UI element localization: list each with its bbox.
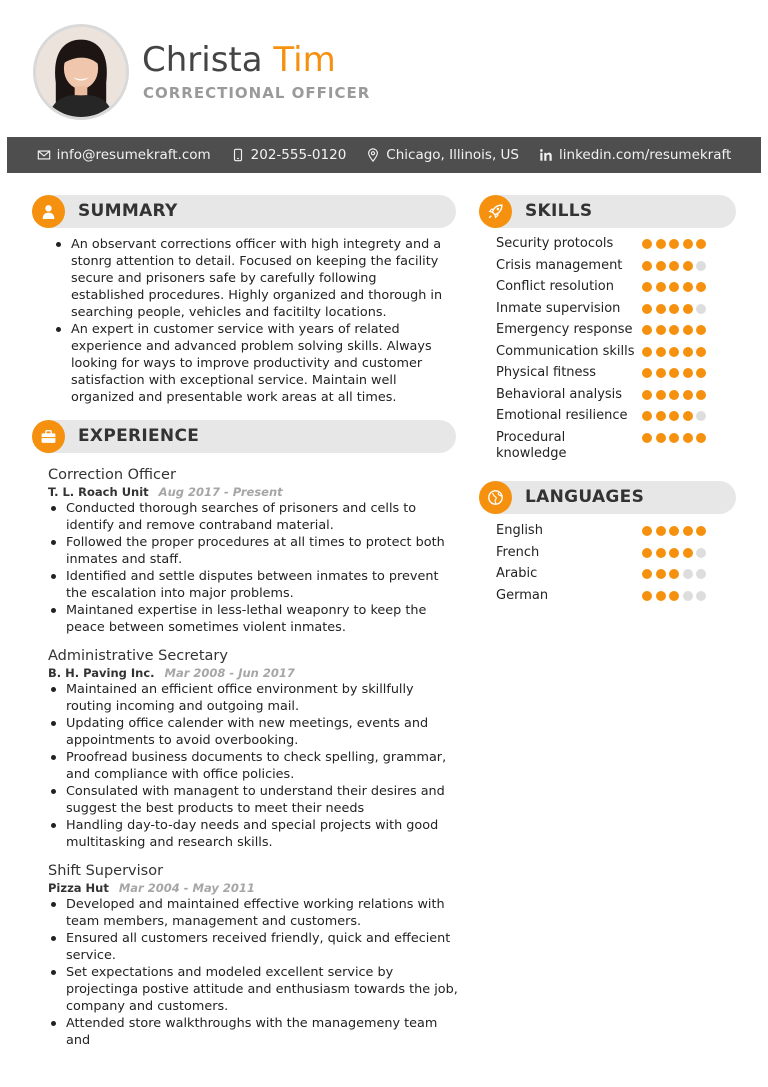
rating-dot-filled xyxy=(669,569,679,579)
job-meta xyxy=(48,484,458,500)
rating-dot-filled xyxy=(669,282,679,292)
profile-photo xyxy=(33,24,129,120)
summary-icon-circle xyxy=(32,195,65,228)
rating-dot-empty xyxy=(696,411,706,421)
contact-phone-text: 202-555-0120 xyxy=(250,147,347,163)
rating-dot-filled xyxy=(642,325,652,335)
rating-dot-filled xyxy=(642,548,652,558)
rating-dot-filled xyxy=(696,239,706,249)
skills-rating xyxy=(642,368,706,378)
rating-dot-filled xyxy=(642,591,652,601)
languages-rating xyxy=(642,548,706,558)
skills-rating xyxy=(642,325,706,335)
job-bullet: Updating office calender with new meetings, events and appointments to avoid overbooking. xyxy=(45,715,458,749)
rating-dot-filled xyxy=(696,368,706,378)
skills-rating xyxy=(642,433,706,443)
languages-name: German xyxy=(496,587,549,603)
person-icon xyxy=(40,203,57,220)
skills-list xyxy=(496,236,726,468)
job-entry xyxy=(48,466,458,636)
contact-bar xyxy=(7,137,761,173)
languages-name: English xyxy=(496,523,543,538)
skills-icon-circle xyxy=(479,195,512,228)
job-bullet: Followed the proper procedures at all times to protect both inmates and staff. xyxy=(45,534,458,568)
rating-dot-filled xyxy=(642,433,652,443)
rating-dot-filled xyxy=(656,282,666,292)
skills-name: Conflict resolution xyxy=(496,279,614,294)
skills-rating xyxy=(642,282,706,292)
skills-row xyxy=(496,365,726,387)
skills-rating xyxy=(642,261,706,271)
job-bullet: Ensured all customers received friendly, quick and effecient service. xyxy=(45,930,458,964)
skills-rating xyxy=(642,304,706,314)
rating-dot-filled xyxy=(642,261,652,271)
rating-dot-filled xyxy=(642,304,652,314)
rating-dot-empty xyxy=(696,548,706,558)
skills-rating xyxy=(642,239,706,249)
summary-list xyxy=(50,236,450,406)
job-bullets xyxy=(45,681,458,851)
rating-dot-filled xyxy=(642,282,652,292)
rating-dot-filled xyxy=(683,368,693,378)
rating-dot-filled xyxy=(656,325,666,335)
person-photo-icon xyxy=(36,27,126,117)
rating-dot-filled xyxy=(683,325,693,335)
rating-dot-filled xyxy=(669,261,679,271)
skills-row xyxy=(496,344,726,366)
rating-dot-filled xyxy=(669,325,679,335)
rating-dot-filled xyxy=(683,261,693,271)
rating-dot-filled xyxy=(642,239,652,249)
languages-list xyxy=(496,523,726,609)
rating-dot-filled xyxy=(656,548,666,558)
experience-heading-label: EXPERIENCE xyxy=(78,426,200,446)
skills-name: Crisis management xyxy=(496,257,623,273)
skills-row xyxy=(496,236,726,258)
skills-row xyxy=(496,322,726,344)
job-dates: Mar 2008 - Jun 2017 xyxy=(164,666,295,680)
skills-name: Emergency response xyxy=(496,322,633,337)
rating-dot-empty xyxy=(683,591,693,601)
job-company: T. L. Roach Unit xyxy=(48,485,149,499)
languages-row xyxy=(496,545,726,567)
rating-dot-filled xyxy=(696,390,706,400)
job-bullet: Proofread business documents to check spelling, grammar, and compliance with office policies. xyxy=(45,749,458,783)
globe-icon xyxy=(487,489,504,506)
phone-icon xyxy=(231,148,245,162)
job-title: CORRECTIONAL OFFICER xyxy=(143,84,371,102)
rating-dot-filled xyxy=(656,411,666,421)
linkedin-icon xyxy=(539,148,553,162)
rating-dot-empty xyxy=(696,569,706,579)
job-bullet: Attended store walkthroughs with the managemeny team and xyxy=(45,1015,458,1049)
rating-dot-filled xyxy=(669,368,679,378)
experience-heading xyxy=(32,420,456,453)
skills-row xyxy=(496,430,726,468)
rating-dot-empty xyxy=(696,591,706,601)
location-icon xyxy=(366,148,380,162)
rocket-icon xyxy=(487,203,504,220)
rating-dot-filled xyxy=(683,433,693,443)
last-name: Tim xyxy=(273,40,336,80)
job-bullets xyxy=(45,896,458,1049)
rating-dot-filled xyxy=(696,526,706,536)
skills-rating xyxy=(642,390,706,400)
rating-dot-filled xyxy=(656,239,666,249)
contact-location xyxy=(366,147,519,163)
job-bullet: Maintaned expertise in less-lethal weaponry to keep the peace between sometimes violent inmates. xyxy=(45,602,458,636)
summary-item: An expert in customer service with years of related experience and advanced problem solving skills. Always looking for ways to improve productivity and customer satisfaction with exceptional service. Maintain well organized and presentable work areas at all times. xyxy=(50,321,450,406)
rating-dot-filled xyxy=(696,433,706,443)
languages-rating xyxy=(642,591,706,601)
candidate-name xyxy=(142,40,336,80)
job-meta xyxy=(48,880,458,896)
summary-heading-label: SUMMARY xyxy=(78,201,178,221)
skills-rating xyxy=(642,411,706,421)
summary-item: An observant corrections officer with high integrety and a stonrg attention to detail. Focused on keeping the facility secure and prisoners safe by carefully following established procedures. Highly organized and thorough in searching people, vehicles and facitilty locations. xyxy=(50,236,450,321)
languages-row xyxy=(496,588,726,610)
rating-dot-filled xyxy=(656,433,666,443)
rating-dot-empty xyxy=(696,261,706,271)
job-bullet: Developed and maintained effective working relations with team members, management and customers. xyxy=(45,896,458,930)
rating-dot-filled xyxy=(696,347,706,357)
rating-dot-filled xyxy=(642,526,652,536)
rating-dot-filled xyxy=(656,390,666,400)
rating-dot-filled xyxy=(656,591,666,601)
skills-name: Physical fitness xyxy=(496,365,597,380)
experience-icon-circle xyxy=(32,420,65,453)
job-title: Correction Officer xyxy=(48,467,176,483)
rating-dot-filled xyxy=(669,591,679,601)
job-dates: Aug 2017 - Present xyxy=(158,485,283,499)
languages-rating xyxy=(642,526,706,536)
job-bullet: Maintained an efficient office environment by skillfully routing incoming and outgoing mail. xyxy=(45,681,458,715)
rating-dot-empty xyxy=(683,569,693,579)
contact-email[interactable] xyxy=(37,147,211,163)
contact-linkedin[interactable] xyxy=(539,147,731,163)
skills-row xyxy=(496,408,726,430)
rating-dot-filled xyxy=(656,526,666,536)
rating-dot-filled xyxy=(669,411,679,421)
rating-dot-filled xyxy=(683,347,693,357)
briefcase-icon xyxy=(40,428,57,445)
rating-dot-filled xyxy=(669,239,679,249)
rating-dot-filled xyxy=(696,325,706,335)
rating-dot-filled xyxy=(656,368,666,378)
languages-rating xyxy=(642,569,706,579)
job-title: Administrative Secretary xyxy=(48,648,228,664)
skills-heading xyxy=(479,195,736,228)
skills-row xyxy=(496,387,726,409)
contact-email-text: info@resumekraft.com xyxy=(56,147,211,163)
job-dates: Mar 2004 - May 2011 xyxy=(118,881,255,895)
rating-dot-filled xyxy=(683,304,693,314)
rating-dot-filled xyxy=(696,282,706,292)
languages-name: Arabic xyxy=(496,566,538,581)
job-company: Pizza Hut xyxy=(48,881,109,895)
skills-name: Emotional resilience xyxy=(496,408,628,423)
rating-dot-filled xyxy=(683,526,693,536)
contact-location-text: Chicago, Illinois, US xyxy=(386,147,520,163)
contact-linkedin-text: linkedin.com/resumekraft xyxy=(559,147,732,163)
rating-dot-filled xyxy=(669,433,679,443)
skills-row xyxy=(496,301,726,323)
rating-dot-empty xyxy=(696,304,706,314)
skills-name: Security protocols xyxy=(496,236,614,251)
first-name: Christa xyxy=(142,40,263,80)
rating-dot-filled xyxy=(642,411,652,421)
rating-dot-filled xyxy=(656,569,666,579)
rating-dot-filled xyxy=(669,347,679,357)
skills-row xyxy=(496,258,726,280)
languages-heading xyxy=(479,481,736,514)
rating-dot-filled xyxy=(683,239,693,249)
job-bullet: Set expectations and modeled excellent service by projectinga postive attitude and enthusiasm towards the job, company and customers. xyxy=(45,964,458,1015)
summary-heading xyxy=(32,195,456,228)
mail-icon xyxy=(37,148,51,162)
rating-dot-filled xyxy=(683,390,693,400)
skills-name: Communication skills xyxy=(496,343,635,359)
rating-dot-filled xyxy=(656,347,666,357)
skills-name: Behavioral analysis xyxy=(496,386,623,402)
skills-rating xyxy=(642,347,706,357)
rating-dot-filled xyxy=(683,548,693,558)
rating-dot-filled xyxy=(669,548,679,558)
job-meta xyxy=(48,665,458,681)
job-entry xyxy=(48,862,458,1049)
languages-heading-label: LANGUAGES xyxy=(525,487,645,507)
languages-icon-circle xyxy=(479,481,512,514)
job-bullets xyxy=(45,500,458,636)
skills-row xyxy=(496,279,726,301)
job-entry xyxy=(48,647,458,851)
rating-dot-filled xyxy=(683,282,693,292)
job-bullet: Conducted thorough searches of prisoners and cells to identify and remove contraband material. xyxy=(45,500,458,534)
job-bullet: Consulated with managent to understand their desires and suggest the best products to meet their needs xyxy=(45,783,458,817)
job-bullet: Handling day-to-day needs and special projects with good multitasking and research skills. xyxy=(45,817,458,851)
skills-name: Procedural knowledge xyxy=(496,429,567,461)
languages-row xyxy=(496,566,726,588)
rating-dot-filled xyxy=(669,304,679,314)
rating-dot-filled xyxy=(642,368,652,378)
rating-dot-filled xyxy=(669,526,679,536)
job-company: B. H. Paving Inc. xyxy=(48,666,155,680)
rating-dot-filled xyxy=(683,411,693,421)
languages-row xyxy=(496,523,726,545)
rating-dot-filled xyxy=(656,304,666,314)
rating-dot-filled xyxy=(642,390,652,400)
skills-heading-label: SKILLS xyxy=(525,201,593,221)
contact-phone[interactable] xyxy=(231,147,347,163)
rating-dot-filled xyxy=(642,347,652,357)
job-title: Shift Supervisor xyxy=(48,863,164,879)
languages-name: French xyxy=(496,544,540,560)
job-bullet: Identified and settle disputes between inmates to prevent the escalation into major problems. xyxy=(45,568,458,602)
rating-dot-filled xyxy=(642,569,652,579)
skills-name: Inmate supervision xyxy=(496,300,621,316)
rating-dot-filled xyxy=(669,390,679,400)
rating-dot-filled xyxy=(656,261,666,271)
